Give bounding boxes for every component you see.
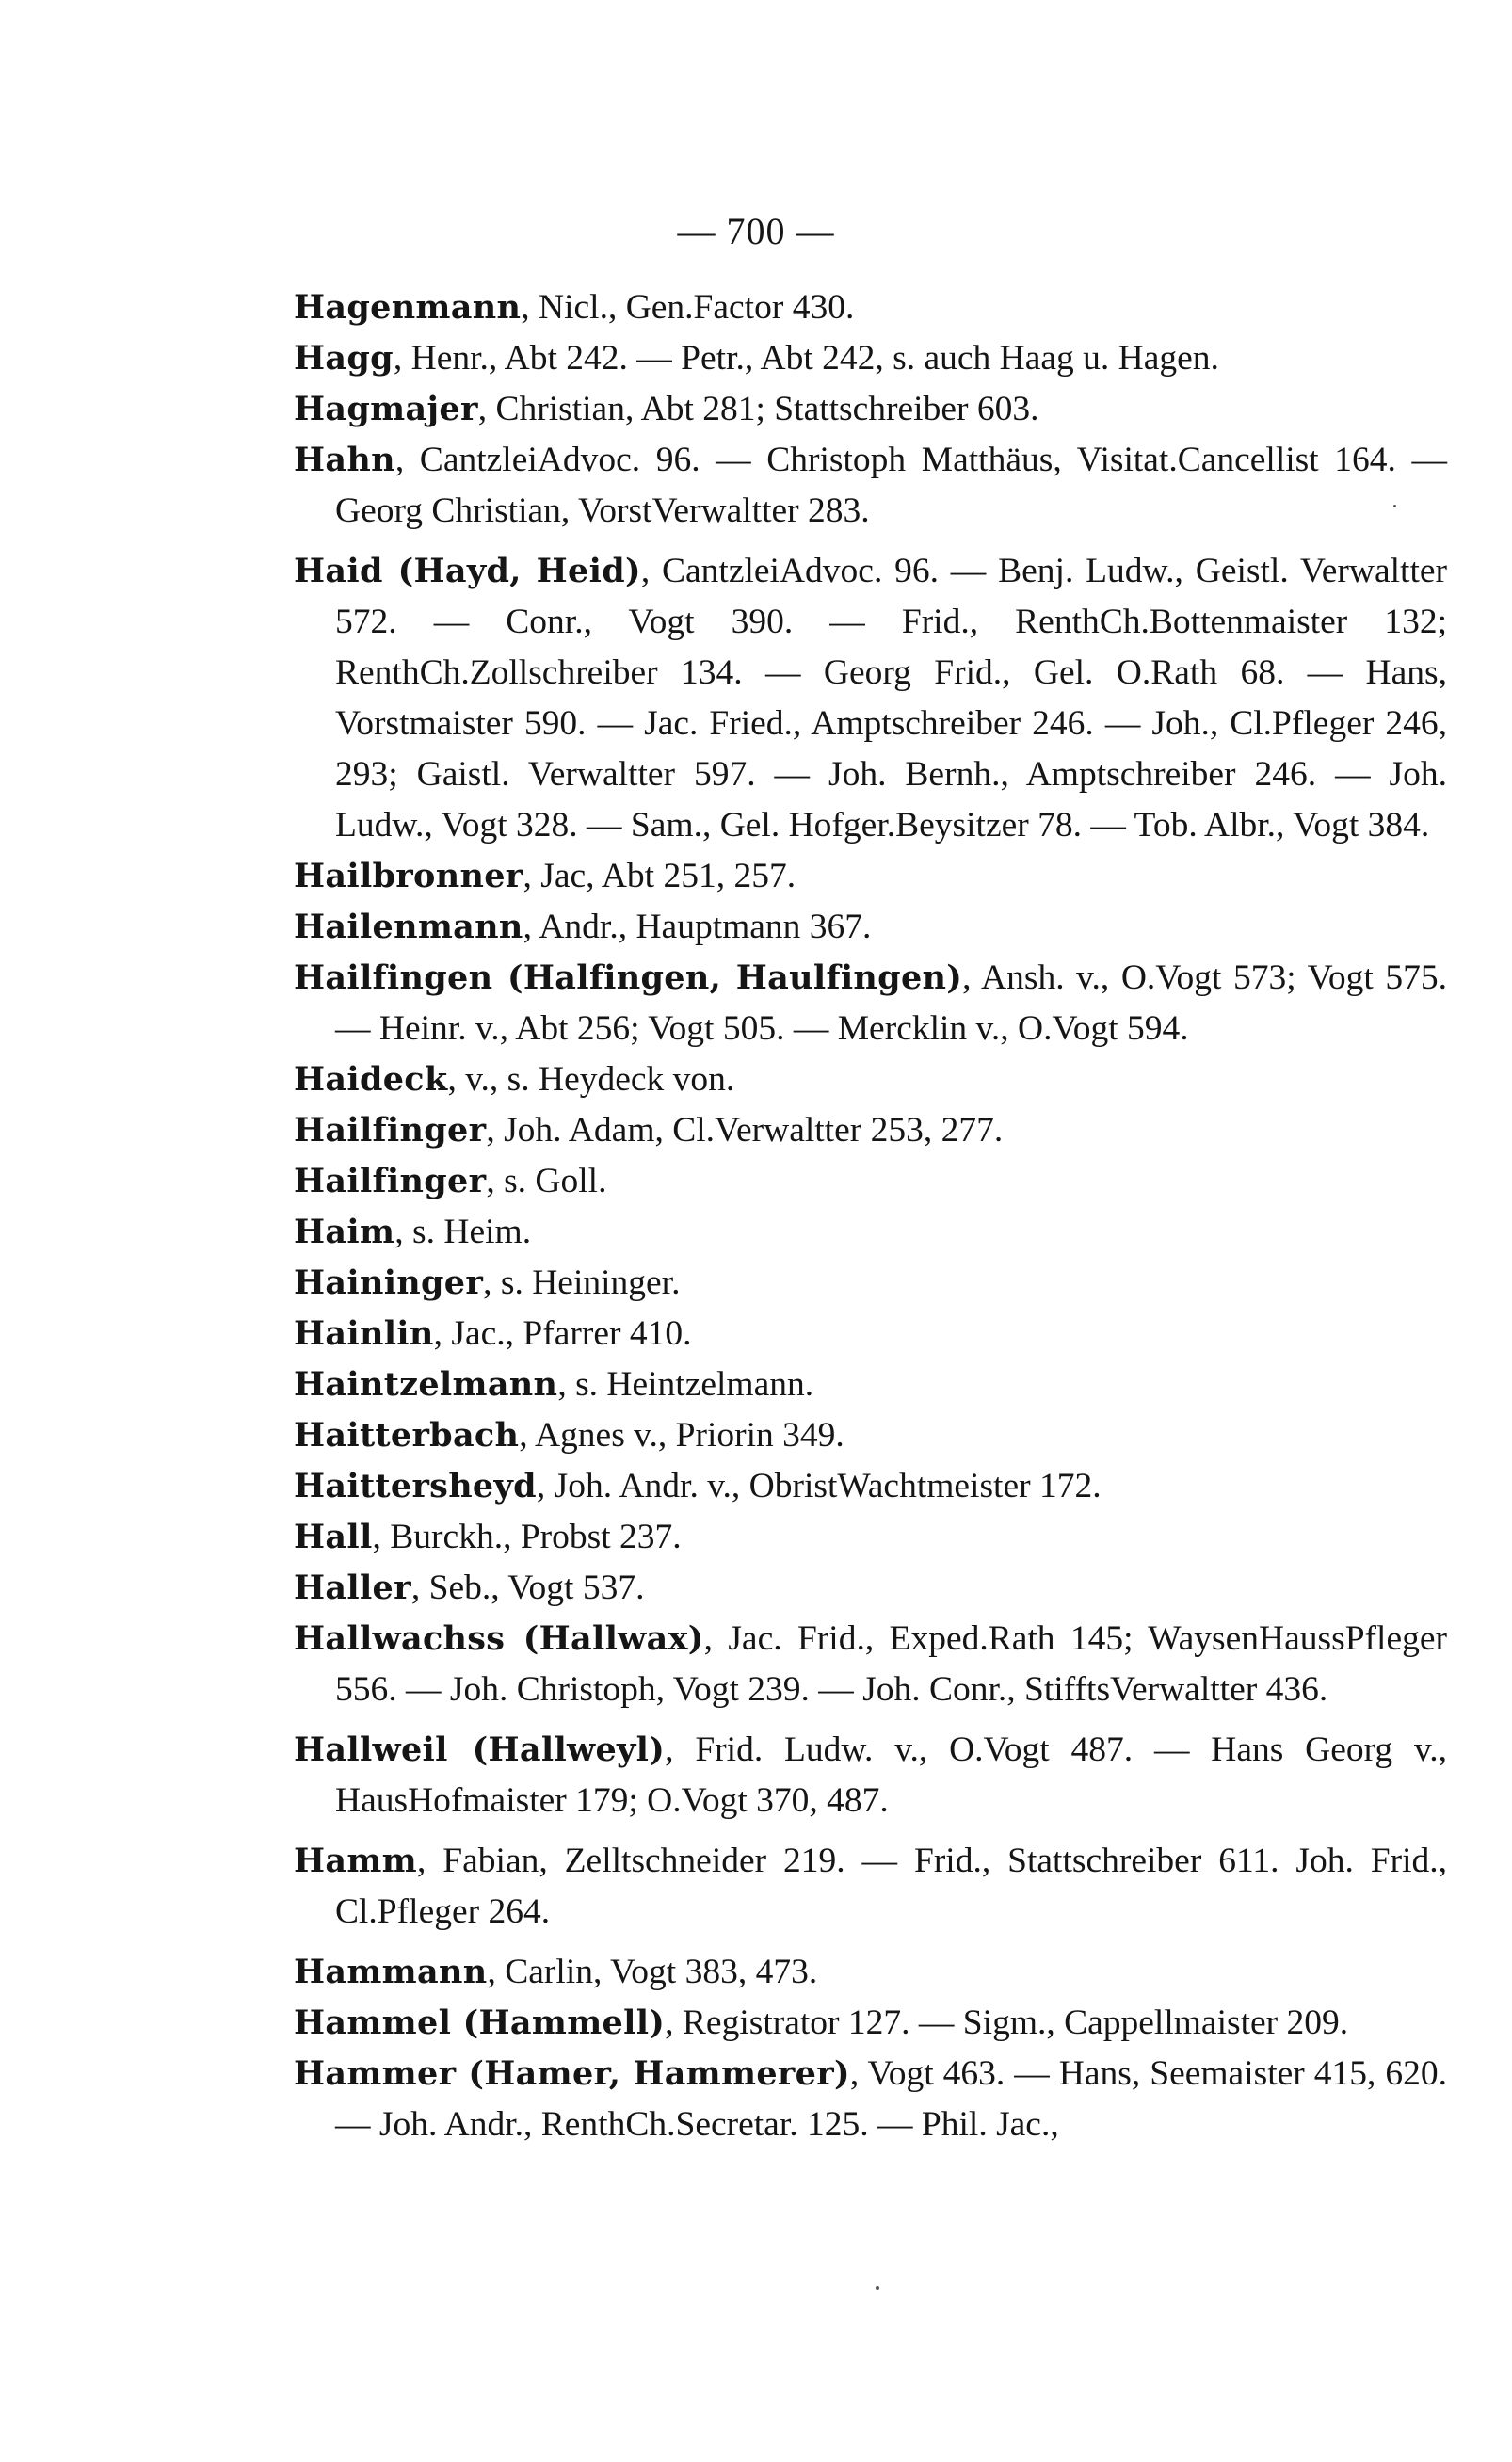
entry-headword: Hamm (294, 1842, 418, 1880)
index-entry (294, 1614, 1447, 1715)
entry-headword: Hailbronner (294, 857, 523, 895)
entry-text: , Carlin, Vogt 383, 473. (487, 1953, 818, 1991)
entry-text: , Agnes v., Priorin 349. (519, 1416, 844, 1455)
entry-text: , s. Heintzelmann. (557, 1365, 814, 1404)
index-entry (294, 1947, 1447, 1998)
entry-text: , s. Heininger. (483, 1263, 681, 1302)
index-entry (294, 1410, 1447, 1461)
entry-text: , Registrator 127. — Sigm., Cappellmaister 209. (665, 2003, 1349, 2042)
entry-headword: Hagmajer (294, 390, 478, 428)
index-entry (294, 1309, 1447, 1360)
entry-headword: Haitterbach (294, 1416, 520, 1455)
index-entry (294, 851, 1447, 902)
entry-headword: Hahn (294, 441, 395, 479)
entry-text: , Jac, Abt 251, 257. (523, 857, 796, 895)
index-entry (294, 1563, 1447, 1614)
entry-headword: Haintzelmann (294, 1365, 558, 1404)
index-entry (294, 333, 1447, 384)
print-speck (1393, 505, 1396, 507)
entry-text: , CantzleiAdvoc. 96. — Benj. Ludw., Geistl. Verwaltter 572. — Conr., Vogt 390. — Frid., RenthCh.Bottenmaister 132; RenthCh.Zollschreiber 134. — Georg Frid., Gel. O.Rath 68. — Hans, Vorstmaister 590. — Jac. Fried., Amptschreiber 246. — Joh., Cl.Pfleger 246, 293; Gaistl. Verwaltter 597. — Joh. Bernh., Amptschreiber 246. — Joh. Ludw., Vogt 328. — Sam., Gel. Hofger.Beysitzer 78. — Tob. Albr., Vogt 384. (335, 552, 1448, 845)
entry-text: , Joh. Adam, Cl.Verwaltter 253, 277. (486, 1111, 1004, 1150)
entry-headword: Hammel (Hammell) (294, 2003, 666, 2042)
entry-text: , Christian, Abt 281; Stattschreiber 603. (477, 390, 1039, 428)
entry-text: , Vogt 463. — Hans, Seemaister 415, 620. — Joh. Andr., RenthCh.Secretar. 125. — Phil. Jac., (335, 2054, 1448, 2144)
print-speck (876, 2286, 879, 2290)
entry-text: , Fabian, Zelltschneider 219. — Frid., Stattschreiber 611. Joh. Frid., Cl.Pfleger 264. (335, 1842, 1447, 1931)
page-number: — 700 — (677, 210, 835, 252)
entry-text: , Jac. Frid., Exped.Rath 145; WaysenHaussPfleger 556. — Joh. Christoph, Vogt 239. — Joh. Conr., StifftsVerwaltter 436. (335, 1619, 1447, 1709)
entry-text: , Seb., Vogt 537. (410, 1569, 645, 1607)
entry-text: , v., s. Heydeck von. (447, 1060, 735, 1099)
entry-headword: Hailfingen (Halfingen, Haulfingen) (294, 958, 963, 997)
index-entry (294, 2049, 1447, 2150)
entry-headword: Haittersheyd (294, 1467, 537, 1505)
index-entry (294, 1258, 1447, 1309)
index-entry (294, 282, 1447, 333)
entry-headword: Hagenmann (294, 288, 522, 327)
entry-headword: Hall (294, 1518, 373, 1556)
entry-headword: Hallweil (Hallweyl) (294, 1730, 666, 1769)
index-entry (294, 435, 1447, 537)
index-entry (294, 1054, 1447, 1105)
index-entry (294, 902, 1447, 953)
entry-text: , Jac., Pfarrer 410. (433, 1314, 692, 1353)
entry-text: , Andr., Hauptmann 367. (523, 908, 872, 946)
entry-headword: Haininger (294, 1263, 484, 1302)
index-entry (294, 1725, 1447, 1826)
entry-headword: Haideck (294, 1060, 448, 1099)
index-entry (294, 1461, 1447, 1512)
entry-headword: Hagg (294, 339, 394, 378)
entry-headword: Haller (294, 1569, 411, 1607)
entry-headword: Hailenmann (294, 908, 523, 946)
entry-headword: Hailfinger (294, 1162, 487, 1200)
entry-text: , Nicl., Gen.Factor 430. (521, 288, 855, 327)
index-entry (294, 1836, 1447, 1938)
entry-text: , Ansh. v., O.Vogt 573; Vogt 575. — Heinr. v., Abt 256; Vogt 505. — Mercklin v., O.Vogt 594. (335, 958, 1447, 1048)
index-entry (294, 953, 1447, 1054)
index-entry (294, 546, 1447, 851)
index-entries (294, 282, 1447, 2150)
index-entry (294, 384, 1447, 435)
entry-text: , s. Heim. (394, 1213, 532, 1251)
entry-headword: Hailfinger (294, 1111, 487, 1150)
entry-text: , Frid. Ludw. v., O.Vogt 487. — Hans Georg v., HausHofmaister 179; O.Vogt 370, 487. (335, 1730, 1448, 1820)
index-entry (294, 1207, 1447, 1258)
entry-headword: Hainlin (294, 1314, 434, 1353)
index-entry (294, 1105, 1447, 1156)
index-entry (294, 1360, 1447, 1410)
entry-text: , Burckh., Probst 237. (372, 1518, 682, 1556)
entry-headword: Hammer (Hamer, Hammerer) (294, 2054, 850, 2093)
index-entry (294, 1512, 1447, 1563)
entry-text: , Henr., Abt 242. — Petr., Abt 242, s. auch Haag u. Hagen. (393, 339, 1219, 378)
entry-text: , CantzleiAdvoc. 96. — Christoph Matthäus, Visitat.Cancellist 164. — Georg Christian, VorstVerwaltter 283. (335, 441, 1447, 530)
entry-headword: Haim (294, 1213, 395, 1251)
entry-headword: Hammann (294, 1953, 488, 1991)
entry-text: , Joh. Andr. v., ObristWachtmeister 172. (536, 1467, 1102, 1505)
entry-text: , s. Goll. (486, 1162, 607, 1200)
entry-headword: Haid (Hayd, Heid) (294, 552, 641, 590)
entry-headword: Hallwachss (Hallwax) (294, 1619, 704, 1658)
index-entry (294, 1156, 1447, 1207)
index-entry (294, 1998, 1447, 2049)
